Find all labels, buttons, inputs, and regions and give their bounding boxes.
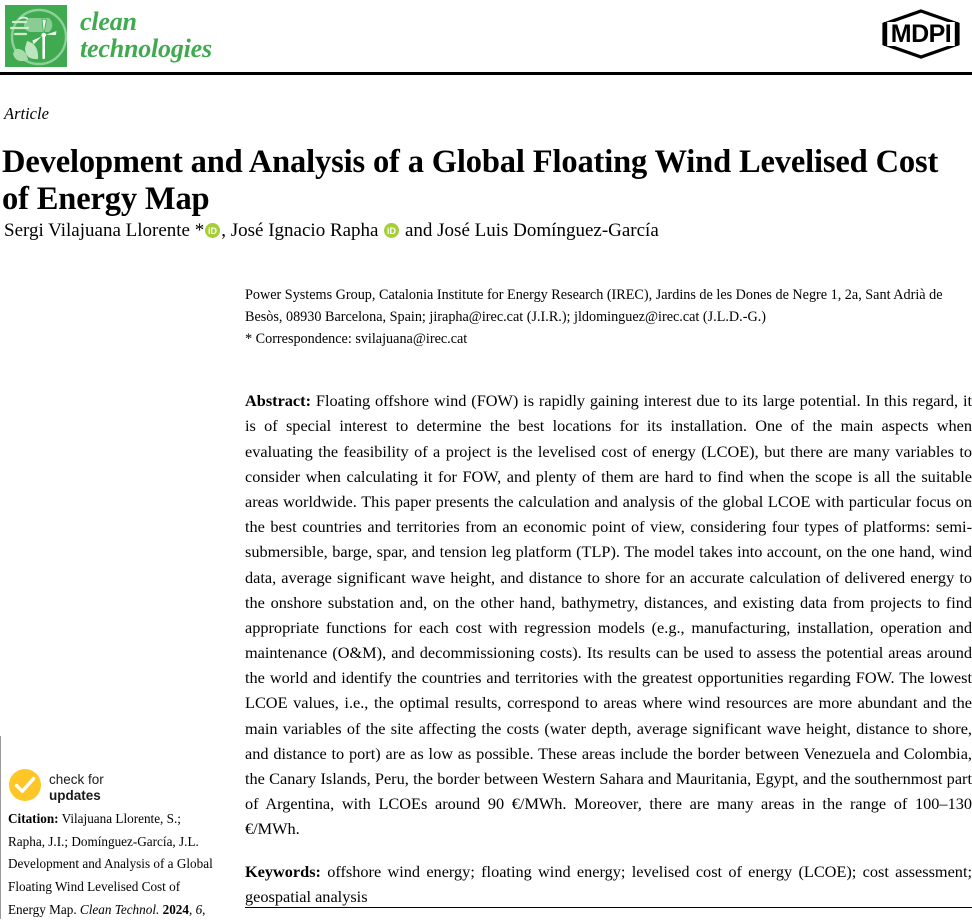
journal-title	[80, 9, 212, 62]
article-type-label: Article	[4, 104, 49, 123]
keywords-text: offshore wind energy; floating wind energy; levelised cost of energy (LCOE); cost assessment; geospatial analysis	[245, 862, 972, 907]
content-bottom-divider	[245, 907, 972, 908]
header-divider	[0, 72, 972, 75]
affiliation-line-1: Power Systems Group, Catalonia Institute for Energy Research (IREC), Jardins de les Dones de Negre 1, 2a,	[245, 287, 862, 303]
mdpi-logo-text: MDPI	[890, 20, 952, 48]
citation-tail: ,	[202, 901, 206, 917]
citation-block: Citation: Vilajuana Llorente, S.; Rapha, J.I.; Domínguez-García, J.L. Development and Analysis of a Global Floating Wind Levelised Cost of Energy Map. Clean Technol. 2024, 6,	[8, 811, 213, 917]
journal-title-line1: clean	[80, 7, 137, 37]
affiliation-line-2: Sant Adrià de Besòs, 08930 Barcelona, Spain; jirapha@irec.cat (J.I.R.); jldominguez@irec.cat (J.L.D.-G.)	[245, 287, 943, 325]
orcid-id-icon[interactable]	[384, 221, 399, 246]
abstract-text: Floating offshore wind (FOW) is rapidly gaining interest due to its large potential. In this regard, it is of special interest to determine the best locations for its installation. One of the main aspects when evaluating the feasibility of a project is the levelised cost of energy (LCOE), but there are many variables to consider when calculating it for FOW, and plenty of them are hard to find when the scope is all the suitable areas worldwide. This paper presents the calculation and analysis of the global LCOE with particular focus on the best countries and territories from an economic point of view, considering four types of platforms: semi-submersible, barge, spar, and tension leg platform (TLP). The model takes into account, on the one hand, wind data, average significant wave height, and distance to shore for an accurate calculation of delivered energy to the onshore substation and, on the other hand, bathymetry, distances, and existing data from projects to find appropriate functions for each cost with regression models (e.g., manufacturing, installation, operation and maintenance (O&M), and decommissioning costs). Its results can be used to assess the potential areas around the world and identify the countries and territories with the greatest opportunities regarding FOW. The lowest LCOE values, i.e., the optimal results, correspond to areas where wind resources are more abundant and the main variables of the site affecting the costs (water depth, average significant wave height, distance to shore, and distance to port) are as low as possible. These areas include the border between Venezuela and Colombia, the Canary Islands, Peru, the border between Western Sahara and Mauritania, Egypt, and the southernmost part of Argentina, with LCOEs around 90 €/MWh. Moreover, there are many areas in the range of 100–130 €/MWh.	[245, 391, 972, 839]
author-3: and José Luis Domínguez-García	[400, 220, 659, 241]
abstract-label: Abstract:	[245, 391, 312, 411]
abstract-paragraph	[245, 388, 972, 841]
author-2: , José Ignacio Rapha	[221, 220, 384, 241]
left-column-divider	[0, 736, 1, 919]
keywords-label: Keywords:	[245, 862, 321, 882]
affiliation-block	[245, 285, 972, 351]
citation-volume: 6	[195, 901, 203, 917]
journal-title-line2: technologies	[80, 34, 212, 63]
page-title: Development and Analysis of a Global Floating Wind Levelised Cost of Energy Map	[2, 143, 939, 218]
check-for-updates-label	[49, 772, 104, 802]
wind-turbine-cloud-leaves-icon	[5, 5, 67, 67]
updates-label-line2: updates	[49, 787, 101, 803]
keywords-paragraph	[245, 859, 972, 909]
orcid-id-icon[interactable]	[205, 221, 220, 246]
check-circle-icon	[8, 768, 42, 807]
author-1: Sergi Vilajuana Llorente *	[4, 220, 205, 241]
page-header	[0, 0, 972, 68]
journal-logo-block[interactable]	[5, 5, 212, 67]
citation-label: Citation:	[8, 811, 59, 826]
citation-year: 2024	[162, 901, 189, 917]
svg-text:iD: iD	[387, 226, 397, 236]
author-list	[4, 219, 970, 246]
updates-label-line1: check for	[49, 772, 104, 788]
svg-text:iD: iD	[208, 226, 218, 236]
mdpi-publisher-logo[interactable]	[878, 8, 964, 60]
citation-authors-title: Vilajuana Llorente, S.; Rapha, J.I.; Domínguez-García, J.L. Development and Analysis of a Global Floating Wind Levelised Cost of Energy Map.	[8, 811, 213, 917]
correspondence-line: * Correspondence: svilajuana@irec.cat	[245, 331, 468, 348]
citation-journal: Clean Technol.	[79, 901, 160, 917]
crossmark-check-for-updates-badge[interactable]	[8, 768, 104, 807]
